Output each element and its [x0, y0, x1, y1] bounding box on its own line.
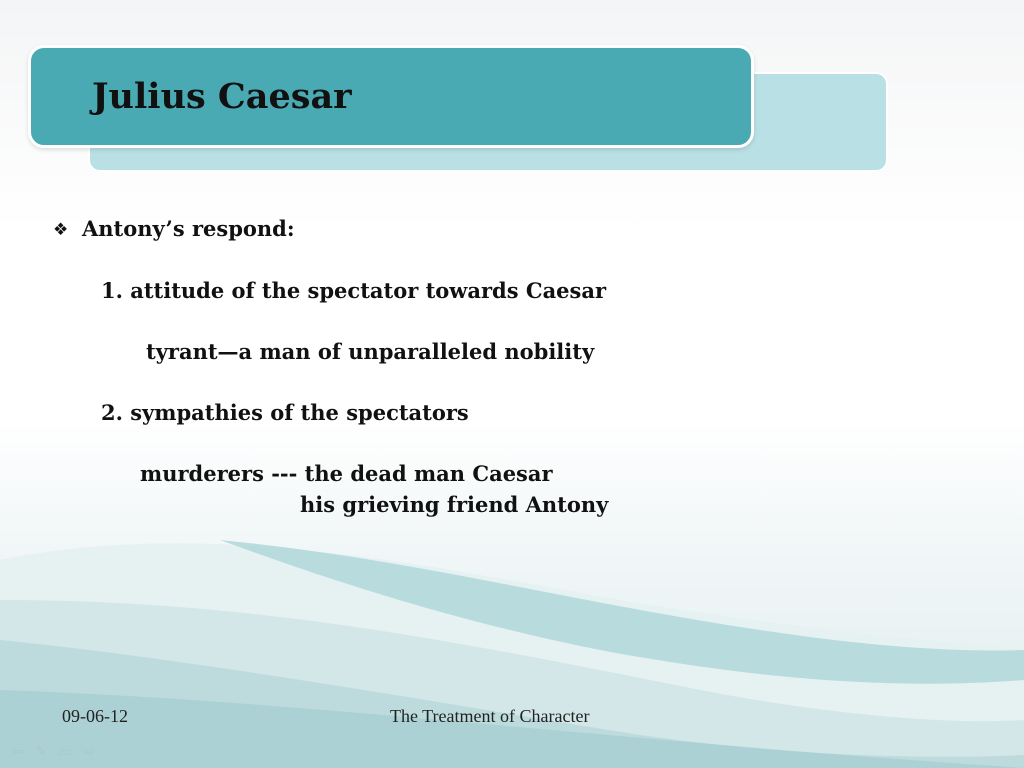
footer-date: 09-06-12 [62, 706, 128, 726]
point-2: 2. sympathies of the spectators [101, 400, 469, 425]
diamond-bullet-icon: ❖ [53, 220, 69, 240]
arrow-right-icon[interactable]: ⇨ [83, 744, 95, 760]
arrow-left-icon[interactable]: ⇦ [11, 744, 23, 760]
slide-navigation [8, 745, 98, 759]
point-1-detail: tyrant—a man of unparalleled nobility [146, 339, 595, 364]
slide-title: Julius Caesar [92, 76, 352, 117]
bullet-heading: Antony’s respond: [82, 216, 295, 241]
footer-title: The Treatment of Character [390, 706, 590, 726]
point-2-detail-b: his grieving friend Antony [300, 492, 609, 517]
point-1: 1. attitude of the spectator towards Caesar [101, 278, 607, 303]
pen-icon[interactable]: ✎ [35, 744, 47, 760]
point-2-detail-a: murderers --- the dead man Caesar [140, 461, 553, 486]
menu-icon[interactable]: ▭ [58, 744, 72, 760]
